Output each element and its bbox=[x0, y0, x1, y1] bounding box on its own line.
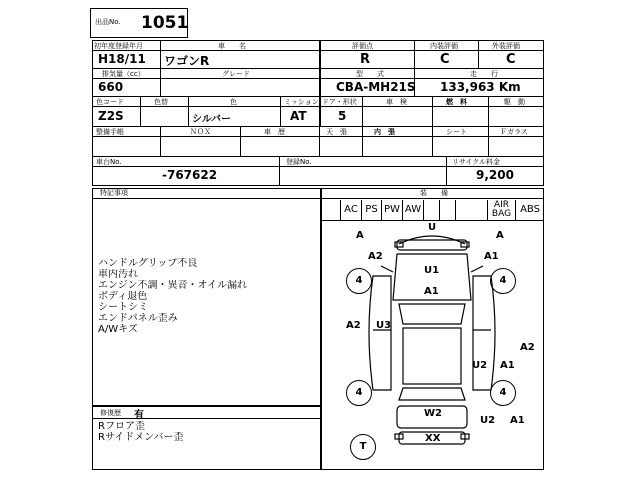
tire-rear-left: 4 bbox=[346, 380, 372, 406]
mark-a2-left-top: A2 bbox=[368, 251, 383, 262]
remarks-line: ハンドルグリップ不良 bbox=[98, 258, 198, 269]
remarks-line: A/Wキズ bbox=[98, 324, 138, 335]
recycle-value: 9,200 bbox=[476, 168, 514, 182]
spare-tire: T bbox=[350, 434, 376, 460]
right-side-shape bbox=[473, 276, 495, 390]
color-code-label: 色コード bbox=[96, 98, 124, 106]
mark-a1-right-top: A1 bbox=[484, 251, 499, 262]
mark-rear-a1: A1 bbox=[510, 415, 525, 426]
equipment-label: 装 備 bbox=[420, 189, 448, 197]
mark-rear-w2: W2 bbox=[424, 408, 442, 419]
exterior-value: C bbox=[506, 52, 516, 67]
history-label: 車 歴 bbox=[264, 128, 285, 136]
lot-number: 1051 bbox=[141, 13, 189, 33]
remarks-label: 特記事項 bbox=[100, 189, 128, 197]
model-label: 型 式 bbox=[356, 70, 384, 78]
color-value: シルバー bbox=[192, 114, 232, 125]
windshield-shape bbox=[399, 304, 465, 324]
mark-front-left-a: A bbox=[356, 230, 364, 241]
mark-left-a2: A2 bbox=[346, 320, 361, 331]
recycle-label: リサイクル料金 bbox=[452, 158, 501, 166]
mark-right-a2: A2 bbox=[520, 342, 535, 353]
name-value: ワゴンR bbox=[164, 54, 210, 68]
year-value: H18/11 bbox=[98, 52, 146, 66]
year-label: 初年度登録年月 bbox=[94, 42, 143, 50]
left-side-shape bbox=[369, 276, 391, 390]
lot-box bbox=[90, 8, 188, 38]
glass-label: Ｆガラス bbox=[500, 128, 528, 136]
mark-hood-u1: U1 bbox=[424, 265, 440, 276]
displacement-label: 排気量（cc） bbox=[102, 70, 145, 78]
mark-left-u3: U3 bbox=[376, 320, 392, 331]
model-value: CBA-MH21S bbox=[336, 80, 416, 94]
chassis-label: 車台No. bbox=[96, 158, 122, 166]
mark-rear-u2: U2 bbox=[480, 415, 496, 426]
score-label: 評価点 bbox=[352, 42, 373, 50]
equip-ac: AC bbox=[341, 200, 362, 220]
equip-pw: PW bbox=[382, 200, 403, 220]
score-value: R bbox=[360, 52, 371, 67]
color-code-value: Z2S bbox=[98, 109, 124, 123]
equip-blank bbox=[321, 200, 341, 220]
color-label: 色 bbox=[230, 98, 237, 106]
nox-label: ＮＯＸ bbox=[190, 128, 211, 136]
equip-aw: AW bbox=[403, 200, 424, 220]
color-type-label: 色替 bbox=[154, 98, 168, 106]
repair-label: 修復歴 bbox=[100, 409, 121, 417]
mark-rear-xx: XX bbox=[425, 433, 441, 444]
mark-right-a1: A1 bbox=[500, 360, 515, 371]
rear-window-shape bbox=[399, 388, 465, 400]
mark-front-right-a: A bbox=[496, 230, 504, 241]
name-label: 車 名 bbox=[218, 42, 246, 50]
mileage-value: 133,963 Km bbox=[440, 80, 521, 94]
repair-value: 有 bbox=[134, 410, 144, 421]
remarks-line: エンドパネル歪み bbox=[98, 313, 178, 324]
seat-label: シート bbox=[446, 128, 467, 136]
equip-abs: ABS bbox=[520, 204, 540, 215]
equip-airbag: AIR BAG bbox=[488, 200, 516, 220]
equip-empty bbox=[456, 200, 488, 220]
exterior-label: 外装評価 bbox=[492, 42, 520, 50]
tire-front-right: 4 bbox=[490, 268, 516, 294]
equip-ps: PS bbox=[362, 200, 382, 220]
door-label: ドア・形状 bbox=[322, 98, 357, 106]
remarks-line: 車内汚れ bbox=[98, 269, 138, 280]
mission-value: AT bbox=[290, 109, 307, 123]
remarks-line: シートシミ bbox=[98, 302, 148, 313]
door-value: 5 bbox=[338, 109, 347, 123]
grade-label: グレード bbox=[222, 70, 250, 78]
interior2-label: 内 張 bbox=[374, 128, 395, 136]
registration-label: 登録No. bbox=[286, 158, 312, 166]
roof-shape bbox=[403, 328, 461, 384]
interior-value: C bbox=[440, 52, 450, 67]
displacement-value: 660 bbox=[98, 80, 124, 94]
equip-empty bbox=[440, 200, 456, 220]
repair-line: Rサイドメンバー歪 bbox=[98, 432, 184, 443]
fuel-label: 燃 料 bbox=[446, 98, 467, 106]
remarks-line: ボディ退色 bbox=[98, 291, 148, 302]
equip-empty bbox=[424, 200, 440, 220]
mark-front-u: U bbox=[428, 222, 437, 233]
mark-right-u2: U2 bbox=[472, 360, 488, 371]
tire-rear-right: 4 bbox=[490, 380, 516, 406]
mark-hood-a1: A1 bbox=[424, 286, 439, 297]
sunroof-label: 天 張 bbox=[326, 128, 347, 136]
tire-front-left: 4 bbox=[346, 268, 372, 294]
repair-line: Rフロア歪 bbox=[98, 421, 145, 432]
drive-label: 駆 動 bbox=[504, 98, 525, 106]
mileage-label: 走 行 bbox=[470, 70, 498, 78]
remarks-line: エンジン不調・異音・オイル漏れ bbox=[98, 280, 247, 291]
front-grille-shape bbox=[397, 240, 467, 250]
mission-label: ミッション bbox=[284, 98, 319, 106]
manual-label: 整備手帳 bbox=[96, 128, 124, 136]
vehicle-label: 車 検 bbox=[386, 98, 407, 106]
chassis-value: -767622 bbox=[162, 168, 218, 182]
interior-label: 内装評価 bbox=[430, 42, 458, 50]
lot-label: 出品No. bbox=[95, 18, 121, 26]
